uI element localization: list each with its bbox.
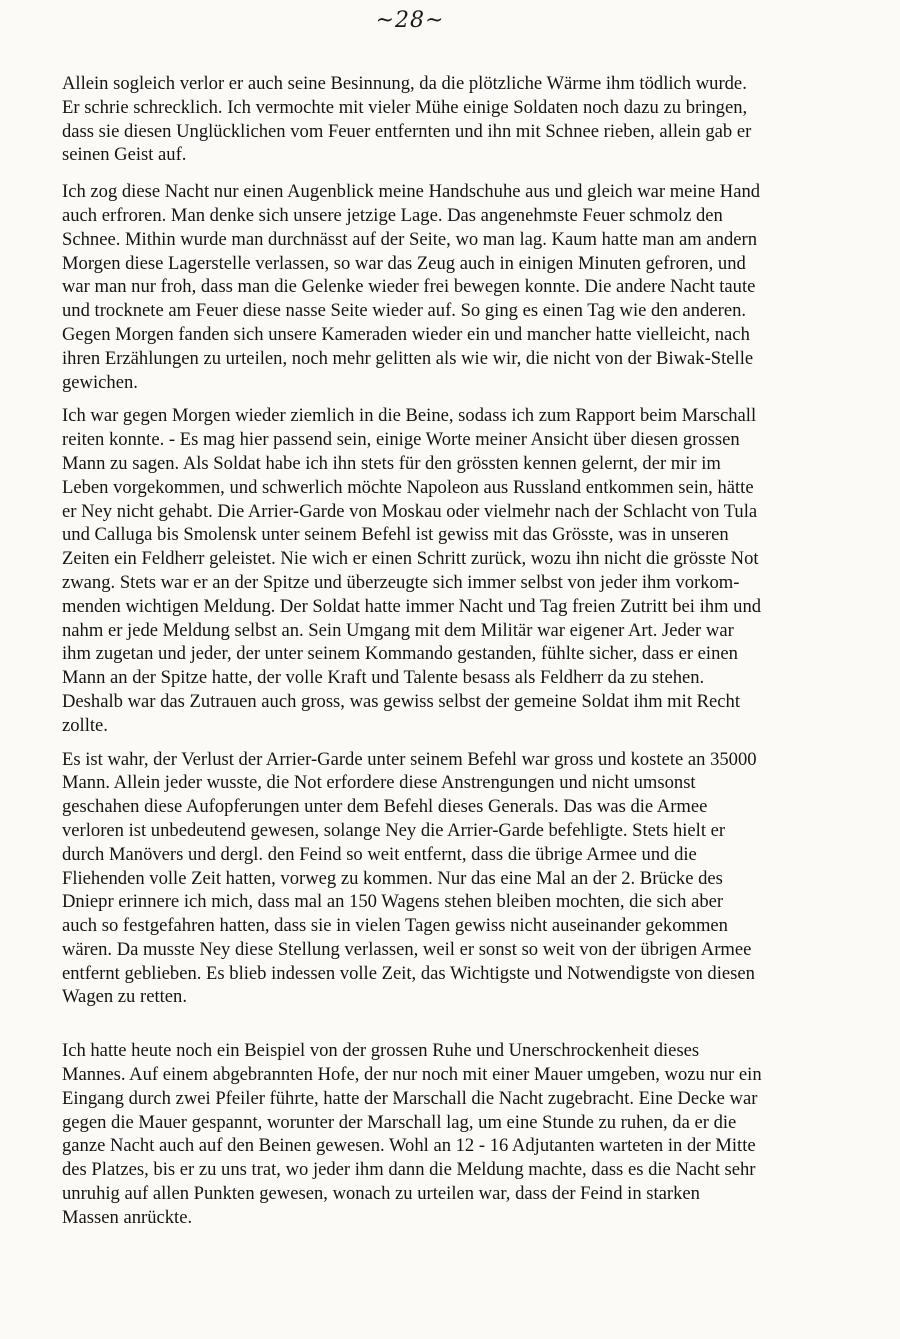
paragraph-3: Ich war gegen Morgen wieder ziemlich in die Beine, sodass ich zum Rapport beim Marschall reiten konnte. - Es mag hier passend sein, einige Worte meiner Ansicht über diesen grossen Mann zu sagen. Als Soldat habe ich ihn stets für den grössten kennen gelernt, der mir im Leben vorgekommen, und schwerlich möchte Napoleon aus Russland entkommen sein, hätte er Ney nicht gehabt. Die Arrier-Garde von Moskau oder vielmehr nach der Schlacht von Tula und Calluga bis Smolensk unter seinem Befehl ist gewiss mit das Grösste, was in unseren Zeiten ein Feldherr geleistet. Nie wich er einen Schritt zurück, wozu ihn nicht die grösste Not zwang. Stets war er an der Spitze und überzeugte sich immer selbst von jeder ihm vorkom- menden wichtigen Meldung. Der Soldat hatte immer Nacht und Tag freien Zutritt bei ihm und nahm er jede Meldung selbst an. Sein Umgang mit dem Militär war eigener Art. Jeder war ihm zugetan und jeder, der unter seinem Kommando gestanden, fühlte sicher, dass er einen Mann an der Spitze hatte, der volle Kraft und Talente besass als Feldherr da zu stehen. Deshalb war das Zutrauen auch gross, was gewiss selbst der gemeine Soldat ihm mit Recht zollte. (62, 405, 762, 736)
paragraph-1: Allein sogleich verlor er auch seine Besinnung, da die plötzliche Wärme ihm tödlich wurde. Er schrie schrecklich. Ich vermochte mit vieler Mühe einige Soldaten noch dazu zu bringen, dass sie diesen Unglücklichen vom Feuer entfernten und ihn mit Schnee rieben, allein gab er seinen Geist auf. (62, 73, 752, 166)
paragraph-4: Es ist wahr, der Verlust der Arrier-Garde unter seinem Befehl war gross und kostete an 35000 Mann. Allein jeder wusste, die Not erfordere diese Anstrengungen und nicht umsonst geschahen diese Aufopferungen unter dem Befehl dieses Generals. Das was die Armee verloren ist unbedeutend gewesen, solange Ney die Arrier-Garde befehligte. Stets hielt er durch Manövers und dergl. den Feind so weit entfernt, dass die übrige Armee und die Fliehenden volle Zeit hatten, vorweg zu kommen. Nur das eine Mal an der 2. Brücke des Dniepr erinnere ich mich, dass mal an 150 Wagens stehen bleiben mochten, die sich aber auch so festgefahren hatten, dass sie in vielen Tagen gewiss nicht auseinander gekommen wären. Da musste Ney diese Stellung verlassen, weil er sonst so weit von der übrigen Armee entfernt geblieben. Es blieb indessen volle Zeit, das Wichtigste und Notwendigste von diesen Wagen zu retten. (62, 748, 757, 1008)
document-body (62, 72, 870, 1230)
page-number: ~28~ (375, 8, 445, 33)
paragraph-2: Ich zog diese Nacht nur einen Augenblick meine Handschuhe aus und gleich war meine Hand auch erfroren. Man denke sich unsere jetzige Lage. Das angenehmste Feuer schmolz den Schnee. Mithin wurde man durchnässt auf der Seite, wo man lag. Kaum hatte man am andern Morgen diese Lagerstelle verlassen, so war das Zeug auch in einigen Minuten gefroren, und war man nur froh, dass man die Gelenke wieder frei bewegen konnte. Die andere Nacht taute und trocknete am Feuer diese nasse Seite wieder auf. So ging es einen Tag wie den anderen. Gegen Morgen fanden sich unsere Kameraden wieder ein und mancher hatte vielleicht, nach ihren Erzählungen zu urteilen, noch mehr gelitten als wie wir, die nicht von der Biwak-Stelle gewichen. (62, 181, 761, 393)
paragraph-5: Ich hatte heute noch ein Beispiel von der grossen Ruhe und Unerschrockenheit dieses Mannes. Auf einem abgebrannten Hofe, der nur noch mit einer Mauer umgeben, wozu nur ein Eingang durch zwei Pfeiler führte, hatte der Marschall die Nacht zugebracht. Eine Decke war gegen die Mauer gespannt, worunter der Marschall lag, um eine Stunde zu ruhen, da er die ganze Nacht auch auf den Beinen gewesen. Wohl an 12 - 16 Adjutanten warteten in der Mitte des Platzes, bis er zu uns trat, wo jeder ihm dann die Meldung machte, dass es die Nacht sehr unruhig auf allen Punkten gewesen, wonach zu urteilen war, dass der Feind in starken Massen anrückte. (62, 1040, 762, 1228)
